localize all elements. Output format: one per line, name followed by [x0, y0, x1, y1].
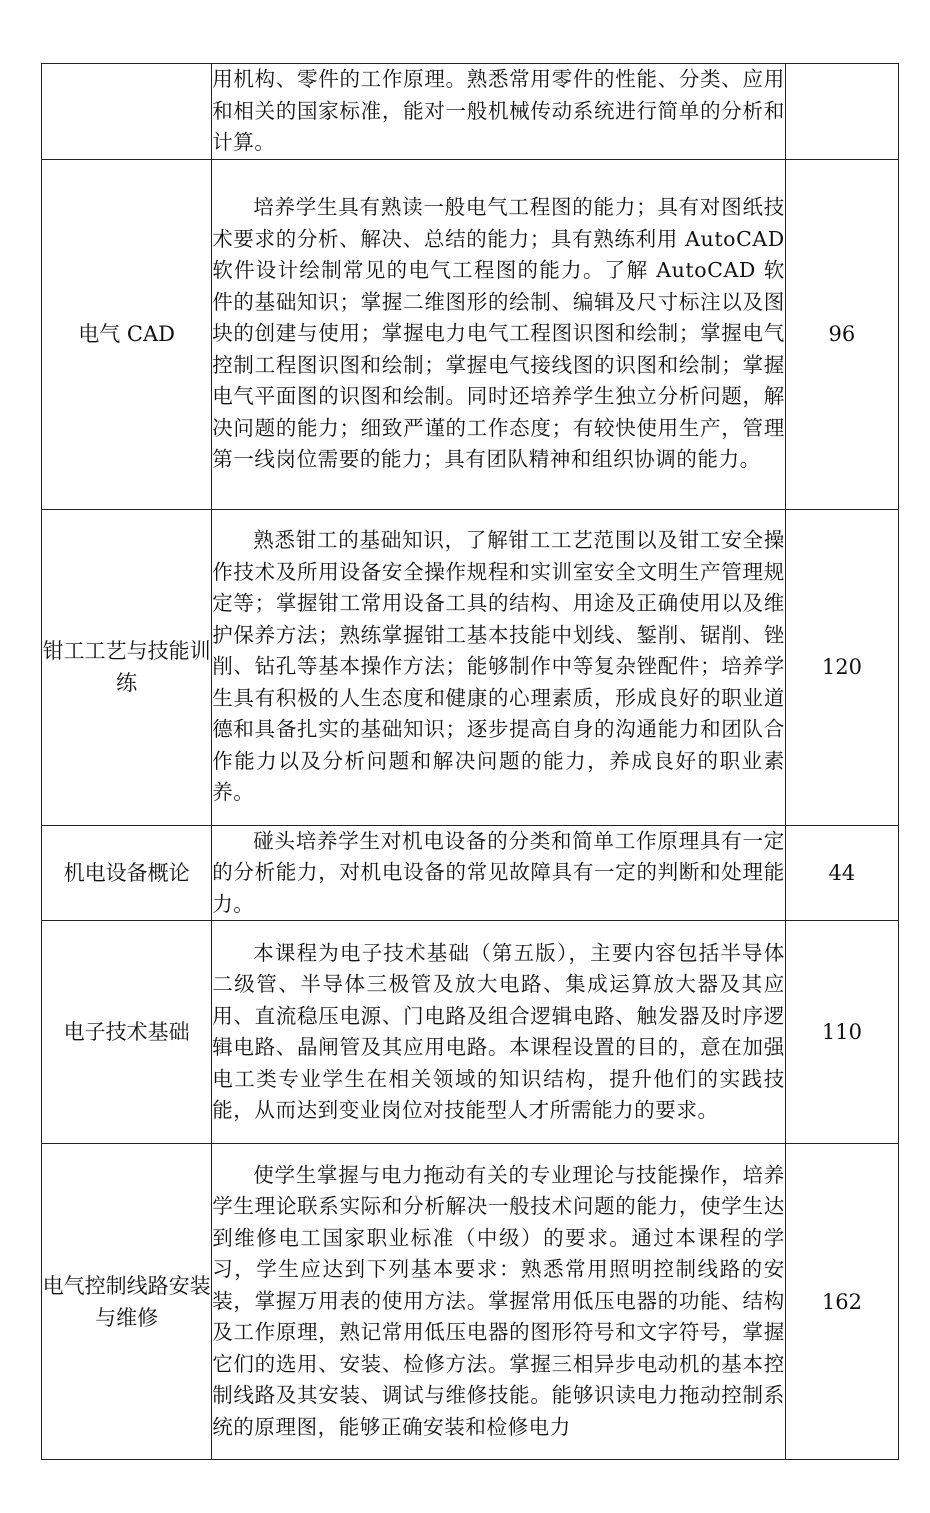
course-description: 碰头培养学生对机电设备的分类和简单工作原理具有一定的分析能力，对机电设备的常见故障具有一定的判断和处理能力。 [212, 828, 785, 916]
course-name-cell: 电气 CAD [42, 159, 212, 509]
course-description-cell [212, 921, 786, 1144]
course-description-cell [212, 159, 786, 509]
course-name-cell: 电子技术基础 [42, 921, 212, 1144]
course-description: 熟悉钳工的基础知识，了解钳工工艺范围以及钳工安全操作技术及所用设备安全操作规程和实训室安全文明生产管理规定等；掌握钳工常用设备工具的结构、用途及正确使用以及维护保养方法；熟练掌握钳工基本技能中划线、錾削、锯削、锉削、钻孔等基本操作方法；能够制作中等复杂锉配件；培养学生具有积极的人生态度和健康的心理素质，形成良好的职业道德和具备扎实的基础知识；逐步提高自身的沟通能力和团队合作能力以及分析问题和解决问题的能力，养成良好的职业素养。 [212, 528, 785, 805]
course-hours-cell: 110 [785, 921, 898, 1144]
course-name-cell: 电气控制线路安装与维修 [42, 1144, 212, 1460]
table-row [42, 1144, 899, 1460]
course-description-cell [212, 509, 786, 825]
course-hours-cell: 162 [785, 1144, 898, 1460]
table-row [42, 825, 899, 921]
course-description: 培养学生具有熟读一般电气工程图的能力；具有对图纸技术要求的分析、解决、总结的能力；具有熟练利用 AutoCAD 软件设计绘制常见的电气工程图的能力。了解 AutoCAD 软件的基础知识；掌握二维图形的绘制、编辑及尺寸标注以及图块的创建与使用；掌握电力电气工程图识图和绘制；掌握电气控制工程图识图和绘制；掌握电气接线图的识图和绘制；掌握电气平面图的识图和绘制。同时还培养学生独立分析问题，解决问题的能力；细致严谨的工作态度；有较快使用生产，管理第一线岗位需要的能力；具有团队精神和组织协调的能力。 [212, 195, 785, 472]
course-name-cell: 钳工工艺与技能训练 [42, 509, 212, 825]
table-row [42, 64, 899, 160]
course-description: 用机构、零件的工作原理。熟悉常用零件的性能、分类、应用和相关的国家标准，能对一般机械传动系统进行简单的分析和计算。 [212, 67, 785, 154]
course-hours-cell [785, 64, 898, 160]
course-description-cell [212, 64, 786, 160]
course-hours-cell: 120 [785, 509, 898, 825]
course-description: 使学生掌握与电力拖动有关的专业理论与技能操作，培养学生理论联系实际和分析解决一般技术问题的能力，使学生达到维修电工国家职业标准（中级）的要求。通过本课程的学习，学生应达到下列基本要求：熟悉常用照明控制线路的安装，掌握万用表的使用方法。掌握常用低压电器的功能、结构及工作原理，熟记常用低压电器的图形符号和文字符号，掌握它们的选用、安装、检修方法。掌握三相异步电动机的基本控制线路及其安装、调试与维修技能。能够识读电力拖动控制系统的原理图，能够正确安装和检修电力 [212, 1162, 785, 1439]
course-hours-cell: 96 [785, 159, 898, 509]
table-row [42, 509, 899, 825]
course-name-cell [42, 64, 212, 160]
course-description-cell [212, 825, 786, 921]
course-description-cell [212, 1144, 786, 1460]
table-row [42, 921, 899, 1144]
course-name-cell: 机电设备概论 [42, 825, 212, 921]
course-table [41, 63, 899, 1460]
course-hours-cell: 44 [785, 825, 898, 921]
course-description: 本课程为电子技术基础（第五版），主要内容包括半导体二级管、半导体三极管及放大电路、集成运算放大器及其应用、直流稳压电源、门电路及组合逻辑电路、触发器及时序逻辑电路、晶闸管及其应用电路。本课程设置的目的，意在加强电工类专业学生在相关领域的知识结构，提升他们的实践技能，从而达到变业岗位对技能型人才所需能力的要求。 [212, 940, 785, 1122]
table-row [42, 159, 899, 509]
